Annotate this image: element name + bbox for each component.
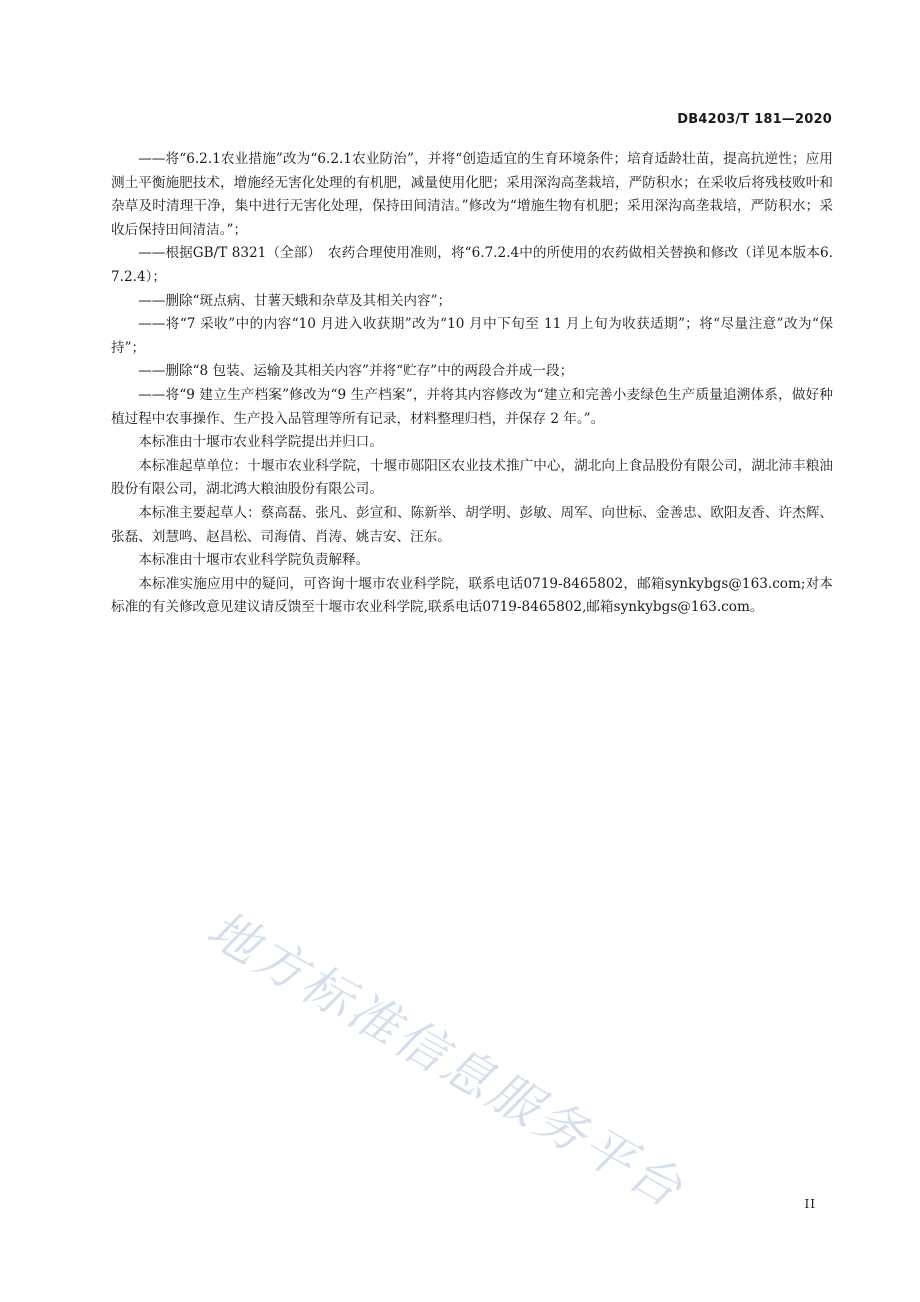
paragraph-drafting-units: 本标准起草单位：十堰市农业科学院，十堰市郧阳区农业技术推广中心，湖北向上食品股份有限公司，湖北沛丰粮油股份有限公司，湖北鸿大粮油股份有限公司。 bbox=[111, 457, 833, 498]
paragraph-contact: 本标准实施应用中的疑问，可咨询十堰市农业科学院，联系电话0719-8465802，邮箱synkybgs@163.com;对本标准的有关修改意见建议请反馈至十堰市农业科学院,联系电话0719-8465802,邮箱synkybgs@163.com。 bbox=[111, 575, 833, 616]
watermark bbox=[197, 890, 752, 1242]
paragraph-delete-packaging: ——删除“8 包装、运输及其相关内容”并将“贮存”中的两段合并成一段； bbox=[138, 363, 574, 380]
document-code: DB4203/T 181—2020 bbox=[677, 112, 832, 127]
paragraph-change-pesticide: ——根据GB/T 8321（全部） 农药合理使用准则，将“6.7.2.4中的所使用的农药做相关替换和修改（详见本版本6.7.2.4）； bbox=[111, 245, 833, 285]
paragraph-change-harvest: ——将“7 采收”中的内容“10 月进入收获期”改为“10 月中下旬至 11 月上旬为收获适期”；将“尽量注意”改为“保持”； bbox=[111, 316, 833, 356]
paragraph-delete-diseases: ——删除“斑点病、甘薯天蛾和杂草及其相关内容”； bbox=[138, 292, 452, 309]
document-body bbox=[111, 148, 833, 620]
paragraph-change-agri-measures: ——将“6.2.1农业措施”改为“6.2.1农业防治”，并将“创造适宜的生育环境条件；培育适龄壮苗，提高抗逆性；应用测土平衡施肥技术，增施经无害化处理的有机肥，减量使用化肥；采用深沟高垄栽培，严防积水；在采收后将残枝败叶和杂草及时清理干净，集中进行无害化处理，保持田间清洁。”修改为“增施生物有机肥；采用深沟高垄栽培，严防积水；采收后保持田间清洁。”； bbox=[111, 151, 833, 238]
paragraph-change-archives: ——将“9 建立生产档案”修改为“9 生产档案”，并将其内容修改为“建立和完善小麦绿色生产质量追溯体系，做好种植过程中农事操作、生产投入品管理等所有记录，材料整理归档，并保存 2 年。”。 bbox=[111, 386, 833, 427]
page-number: II bbox=[804, 1197, 816, 1211]
paragraph-interpretation: 本标准由十堰市农业科学院负责解释。 bbox=[138, 552, 370, 569]
paragraph-proposer: 本标准由十堰市农业科学院提出并归口。 bbox=[138, 434, 383, 451]
watermark-text: 地方标准信息服务平台 bbox=[197, 899, 695, 1220]
paragraph-drafters: 本标准主要起草人：蔡高磊、张凡、彭宣和、陈新举、胡学明、彭敏、周军、向世标、金善忠、欧阳友香、许杰辉、张磊、刘慧鸣、赵昌松、司海倩、肖涛、姚吉安、汪东。 bbox=[111, 504, 833, 545]
